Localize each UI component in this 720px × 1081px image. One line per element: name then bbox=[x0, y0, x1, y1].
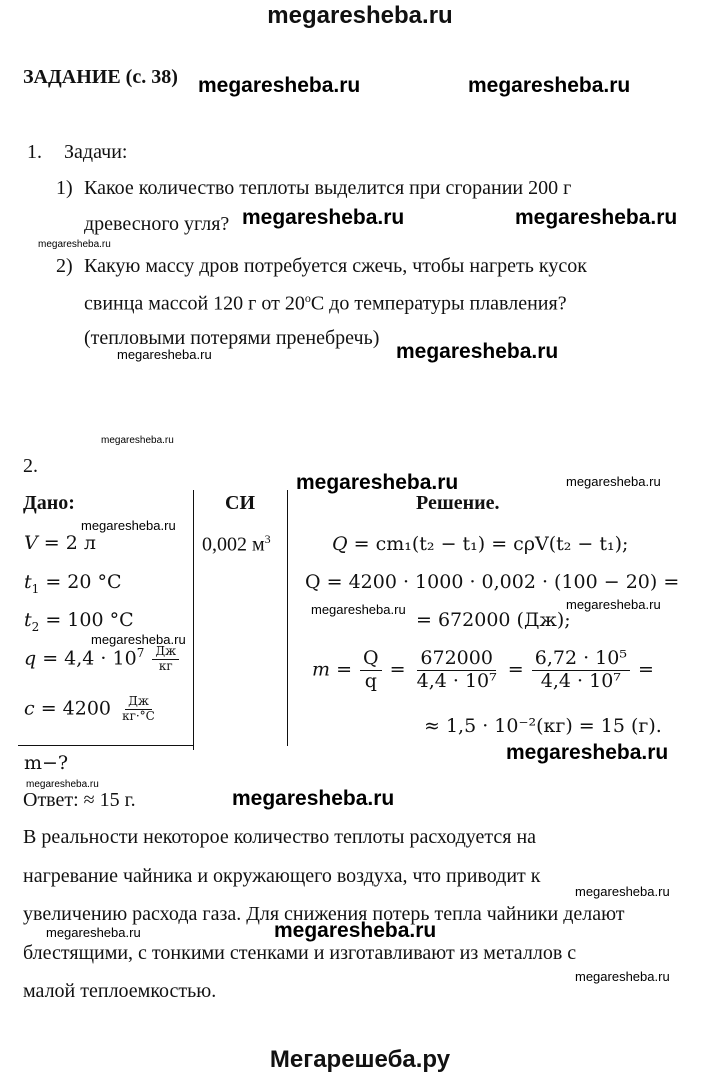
given-volume bbox=[24, 532, 96, 554]
paragraph-line3: увеличению расхода газа. Для снижения потерь тепла чайники делают bbox=[23, 903, 625, 925]
page-title: ЗАДАНИЕ (с. 38) bbox=[23, 66, 178, 88]
task1-number: 1) bbox=[56, 177, 73, 199]
given-c-value: = 4200 bbox=[34, 697, 112, 720]
site-header: megaresheba.ru bbox=[267, 2, 453, 29]
frac-Q-over-q bbox=[360, 648, 382, 693]
degree-sup: o bbox=[304, 291, 311, 305]
si-header: СИ bbox=[225, 492, 255, 514]
task2-line3: (тепловыми потерями пренебречь) bbox=[84, 327, 380, 349]
given-q bbox=[24, 645, 181, 674]
given-t2-value: = 100 °C bbox=[39, 609, 134, 631]
paragraph-line1: В реальности некоторое количество теплоты расходуется на bbox=[23, 826, 537, 848]
solution-line3: = 672000 (Дж); bbox=[416, 609, 571, 631]
watermark: megaresheba.ru bbox=[38, 239, 111, 250]
frac1-den: q bbox=[364, 669, 377, 692]
site-footer: Мегарешеба.ру bbox=[269, 1046, 451, 1073]
watermark: megaresheba.ru bbox=[515, 206, 678, 229]
given-q-unit-num: Дж bbox=[152, 645, 179, 660]
frac3-num: 6,72 · 10⁵ bbox=[532, 648, 630, 671]
table-divider-right bbox=[287, 490, 288, 746]
given-q-value: = 4,4 · 10 bbox=[36, 647, 137, 670]
frac-672000 bbox=[414, 648, 500, 693]
watermark: megaresheba.ru bbox=[575, 884, 670, 899]
watermark: megaresheba.ru bbox=[396, 340, 559, 363]
given-q-sup: 7 bbox=[136, 645, 145, 660]
solution-result: ≈ 1,5 · 10⁻²(кг) = 15 (г). bbox=[424, 715, 662, 737]
given-t1-sub: 1 bbox=[31, 581, 40, 596]
watermark: megaresheba.ru bbox=[575, 969, 670, 984]
paragraph-line5: малой теплоемкостью. bbox=[23, 980, 217, 1002]
frac3-den: 4,4 · 10⁷ bbox=[540, 669, 621, 692]
paragraph-line4: блестящими, с тонкими стенками и изготавливают из металлов с bbox=[23, 942, 577, 964]
given-t1-value: = 20 °C bbox=[39, 571, 122, 593]
watermark: megaresheba.ru bbox=[506, 741, 669, 764]
given-t1 bbox=[24, 571, 122, 596]
watermark: megaresheba.ru bbox=[198, 74, 361, 97]
si-volume bbox=[202, 532, 271, 557]
watermark: megaresheba.ru bbox=[566, 597, 661, 612]
table-divider-left bbox=[193, 490, 194, 750]
given-t1-symbol: t bbox=[24, 571, 32, 593]
watermark: megaresheba.ru bbox=[311, 602, 406, 617]
watermark: megaresheba.ru bbox=[91, 632, 186, 647]
given-q-symbol: q bbox=[24, 647, 37, 670]
paragraph-line2: нагревание чайника и окружающего воздуха, что приводит к bbox=[23, 865, 541, 887]
find-quantity: m−? bbox=[24, 752, 69, 774]
watermark: megaresheba.ru bbox=[468, 74, 631, 97]
watermark: megaresheba.ru bbox=[101, 435, 174, 446]
given-c-unit-num: Дж bbox=[125, 695, 152, 710]
si-volume-sup: 3 bbox=[264, 532, 271, 546]
given-t2 bbox=[24, 609, 134, 634]
given-t2-sub: 2 bbox=[31, 619, 40, 634]
watermark: megaresheba.ru bbox=[26, 779, 99, 790]
given-q-unit-den: кг bbox=[158, 658, 173, 673]
task2-line2-part-a: свинца массой 120 г от 20 bbox=[84, 292, 305, 315]
frac2-den: 4,4 · 10⁷ bbox=[416, 669, 497, 692]
section1-number: 1. bbox=[27, 141, 42, 163]
given-header: Дано: bbox=[23, 492, 75, 514]
solution-line1: Q = cm₁(t₂ − t₁) = cρV(t₂ − t₁); bbox=[332, 533, 629, 555]
watermark: megaresheba.ru bbox=[242, 206, 405, 229]
watermark: megaresheba.ru bbox=[117, 347, 212, 362]
frac1-num: Q bbox=[360, 648, 382, 671]
solution-mass-formula: m = $\frac{Q}{q}$ = $\frac{672000}{\text{4,4 · 10⁷}}$ = $\frac{\text{6,72 · 10⁵}}{\text{4,4 · 10⁷}}$ = bbox=[312, 647, 654, 692]
given-c bbox=[24, 695, 160, 724]
watermark: megaresheba.ru bbox=[296, 471, 459, 494]
frac-6-72 bbox=[532, 648, 630, 693]
given-find-divider bbox=[18, 745, 194, 746]
watermark: megaresheba.ru bbox=[46, 925, 141, 940]
given-c-unit bbox=[119, 695, 158, 724]
watermark: megaresheba.ru bbox=[232, 787, 395, 810]
given-t2-symbol: t bbox=[24, 609, 32, 631]
watermark: megaresheba.ru bbox=[274, 919, 437, 942]
given-volume-symbol: V bbox=[24, 532, 38, 554]
watermark: megaresheba.ru bbox=[81, 518, 176, 533]
frac2-num: 672000 bbox=[417, 648, 496, 671]
watermark: megaresheba.ru bbox=[566, 474, 661, 489]
given-c-unit-den: кг·°С bbox=[122, 708, 155, 723]
si-volume-value: 0,002 м bbox=[202, 533, 265, 556]
task2-line2-part-b: С до температуры плавления? bbox=[310, 292, 567, 315]
solution-line1-text: = cm₁(t₂ − t₁) = cρV(t₂ − t₁); bbox=[353, 533, 629, 555]
task2-line1: Какую массу дров потребуется сжечь, чтобы нагреть кусок bbox=[84, 255, 587, 277]
section2-number: 2. bbox=[23, 455, 38, 477]
given-volume-value: = 2 л bbox=[37, 532, 96, 554]
task2-number: 2) bbox=[56, 255, 73, 277]
solution-header: Решение. bbox=[416, 492, 500, 514]
task2-line2 bbox=[84, 291, 567, 316]
given-q-unit bbox=[152, 645, 179, 674]
solution-line2: Q = 4200 · 1000 · 0,002 · (100 − 20) = bbox=[305, 571, 680, 593]
task1-line2: древесного угля? bbox=[84, 213, 230, 235]
given-c-symbol: c bbox=[24, 697, 35, 720]
answer-line: Ответ: ≈ 15 г. bbox=[23, 789, 136, 811]
section1-heading: Задачи: bbox=[64, 141, 128, 163]
task1-line1: Какое количество теплоты выделится при сгорании 200 г bbox=[84, 177, 572, 199]
